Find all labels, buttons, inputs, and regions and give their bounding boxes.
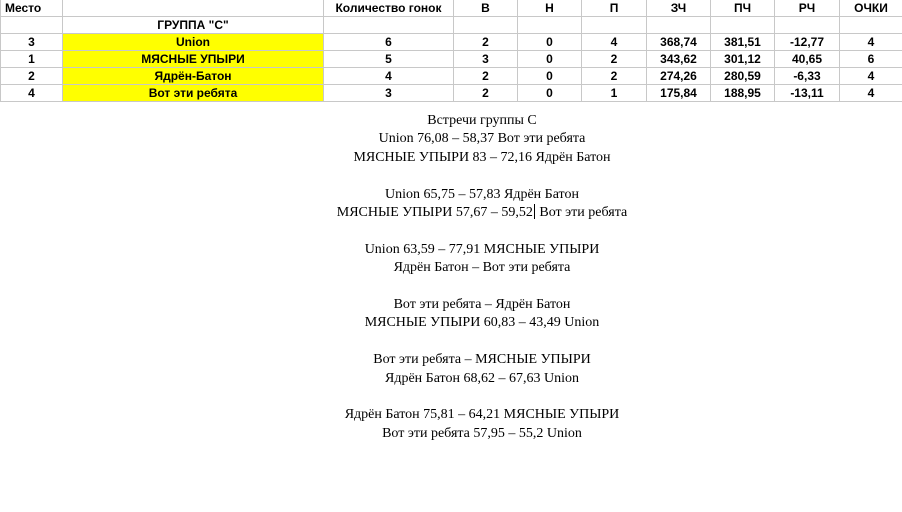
results-document[interactable] — [0, 112, 902, 462]
results-block — [0, 296, 902, 333]
cell-place[interactable]: 1 — [1, 51, 63, 68]
cell-team[interactable]: Вот эти ребята — [63, 85, 324, 102]
cell-pch[interactable]: 280,59 — [711, 68, 775, 85]
cell-points[interactable]: 6 — [840, 51, 902, 68]
results-block — [0, 241, 902, 278]
match-line-after-cursor: Вот эти ребята — [535, 205, 628, 221]
cell-team[interactable]: Union — [63, 34, 324, 51]
header-place[interactable]: Место — [1, 0, 63, 17]
empty-cell[interactable] — [1, 17, 63, 34]
cell-losses[interactable]: 2 — [582, 51, 647, 68]
standings-table[interactable] — [0, 0, 902, 102]
empty-cell[interactable] — [324, 17, 454, 34]
empty-cell[interactable] — [518, 17, 582, 34]
cell-rch[interactable]: -12,77 — [775, 34, 840, 51]
header-losses[interactable]: П — [582, 0, 647, 17]
cell-zch[interactable]: 343,62 — [647, 51, 711, 68]
cell-rch[interactable]: 40,65 — [775, 51, 840, 68]
cell-pch[interactable]: 301,12 — [711, 51, 775, 68]
cell-pch[interactable]: 188,95 — [711, 85, 775, 102]
empty-cell[interactable] — [582, 17, 647, 34]
table-row — [1, 51, 902, 68]
cell-draws[interactable]: 0 — [518, 51, 582, 68]
cell-wins[interactable]: 2 — [454, 68, 518, 85]
cell-races[interactable]: 6 — [324, 34, 454, 51]
cell-rch[interactable]: -6,33 — [775, 68, 840, 85]
empty-cell[interactable] — [647, 17, 711, 34]
match-line: Вот эти ребята – МЯСНЫЕ УПЫРИ — [373, 352, 591, 368]
text-cursor — [534, 204, 535, 219]
results-block — [0, 186, 902, 223]
cell-pch[interactable]: 381,51 — [711, 34, 775, 51]
empty-cell[interactable] — [840, 17, 902, 34]
cell-races[interactable]: 5 — [324, 51, 454, 68]
match-line: Ядрён Батон – Вот эти ребята — [393, 260, 571, 276]
results-block — [0, 351, 902, 388]
match-line: Ядрён Батон 68,62 – 67,63 Union — [385, 370, 579, 386]
cell-wins[interactable]: 2 — [454, 85, 518, 102]
header-empty[interactable] — [63, 0, 324, 17]
match-line: Union 76,08 – 58,37 Вот эти ребята — [378, 131, 586, 147]
results-title: Встречи группы С — [427, 113, 537, 128]
results-block — [0, 130, 902, 167]
header-row — [1, 0, 902, 17]
cell-place[interactable]: 3 — [1, 34, 63, 51]
header-races[interactable]: Количество гонок — [324, 0, 454, 17]
match-line: Union 63,59 – 77,91 МЯСНЫЕ УПЫРИ — [364, 241, 600, 257]
header-points[interactable]: ОЧКИ — [840, 0, 902, 17]
cell-team[interactable]: Ядрён-Батон — [63, 68, 324, 85]
table-row — [1, 34, 902, 51]
cell-place[interactable]: 2 — [1, 68, 63, 85]
cell-wins[interactable]: 3 — [454, 51, 518, 68]
cell-zch[interactable]: 274,26 — [647, 68, 711, 85]
cell-draws[interactable]: 0 — [518, 34, 582, 51]
header-pch[interactable]: ПЧ — [711, 0, 775, 17]
cell-zch[interactable]: 175,84 — [647, 85, 711, 102]
cell-points[interactable]: 4 — [840, 68, 902, 85]
cell-races[interactable]: 4 — [324, 68, 454, 85]
results-block — [0, 406, 902, 443]
match-line: Вот эти ребята – Ядрён Батон — [393, 297, 571, 313]
match-line — [0, 204, 902, 222]
cell-losses[interactable]: 4 — [582, 34, 647, 51]
header-wins[interactable]: В — [454, 0, 518, 17]
header-draws[interactable]: Н — [518, 0, 582, 17]
table-row — [1, 85, 902, 102]
header-zch[interactable]: ЗЧ — [647, 0, 711, 17]
cell-losses[interactable]: 1 — [582, 85, 647, 102]
cell-losses[interactable]: 2 — [582, 68, 647, 85]
group-title[interactable]: ГРУППА "С" — [63, 17, 324, 34]
match-line: Ядрён Батон 75,81 – 64,21 МЯСНЫЕ УПЫРИ — [344, 407, 620, 423]
empty-cell[interactable] — [711, 17, 775, 34]
cell-draws[interactable]: 0 — [518, 68, 582, 85]
empty-cell[interactable] — [454, 17, 518, 34]
header-rch[interactable]: РЧ — [775, 0, 840, 17]
cell-zch[interactable]: 368,74 — [647, 34, 711, 51]
group-title-row — [1, 17, 902, 34]
empty-cell[interactable] — [775, 17, 840, 34]
match-line: МЯСНЫЕ УПЫРИ 60,83 – 43,49 Union — [364, 315, 600, 331]
match-line: МЯСНЫЕ УПЫРИ 83 – 72,16 Ядрён Батон — [353, 149, 611, 165]
match-line: Union 65,75 – 57,83 Ядрён Батон — [385, 186, 579, 202]
match-line-before-cursor: МЯСНЫЕ УПЫРИ 57,67 – 59,52 — [336, 205, 533, 221]
cell-races[interactable]: 3 — [324, 85, 454, 102]
cell-rch[interactable]: -13,11 — [775, 85, 840, 102]
match-line: Вот эти ребята 57,95 – 55,2 Union — [382, 425, 582, 441]
cell-points[interactable]: 4 — [840, 85, 902, 102]
cell-draws[interactable]: 0 — [518, 85, 582, 102]
cell-place[interactable]: 4 — [1, 85, 63, 102]
cell-wins[interactable]: 2 — [454, 34, 518, 51]
cell-team[interactable]: МЯСНЫЕ УПЫРИ — [63, 51, 324, 68]
table-row — [1, 68, 902, 85]
cell-points[interactable]: 4 — [840, 34, 902, 51]
